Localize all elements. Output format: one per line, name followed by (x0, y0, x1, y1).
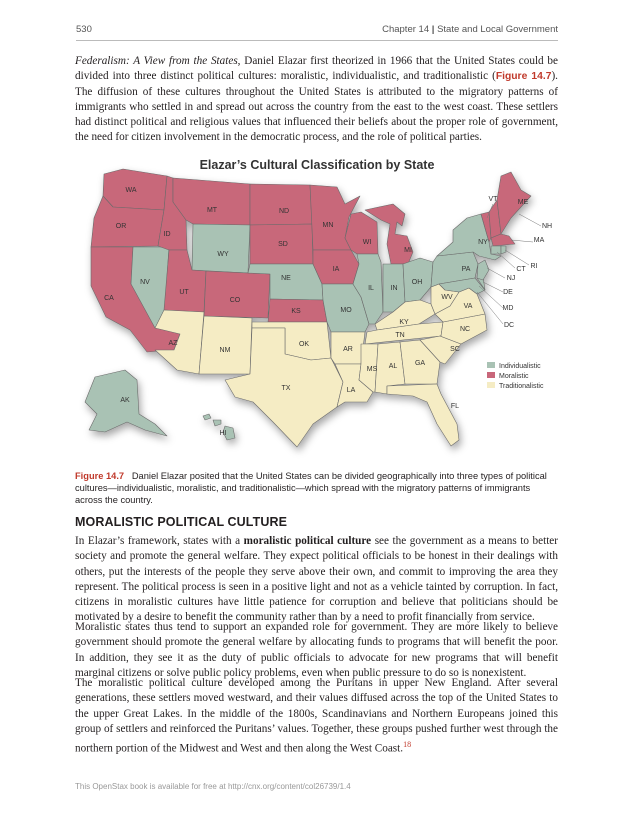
chapter-header: Chapter 14 | State and Local Government (382, 24, 558, 35)
us-map-svg (75, 152, 559, 460)
key-term: moralistic political culture (243, 535, 372, 547)
intro-paragraph (75, 54, 558, 146)
label-in: IN (390, 285, 398, 292)
label-ut: UT (179, 289, 189, 296)
label-al: AL (388, 363, 398, 370)
legend-swatch-individualistic (487, 362, 495, 368)
intro-text-1: , Daniel Elazar first theorized in 1966 that the United States could be divided into three distinct political cultures: moralistic, individualistic, and traditionalistic ( (75, 55, 558, 83)
state-wi (345, 212, 378, 254)
state-mt (173, 178, 250, 225)
label-ks: KS (291, 308, 301, 315)
label-me: ME (517, 199, 529, 206)
label-il: IL (368, 285, 374, 292)
state-nm (199, 316, 252, 374)
caption-label: Figure 14.7 (75, 471, 125, 481)
label-mn: MN (322, 222, 334, 229)
label-sd: SD (278, 241, 288, 248)
state-wy (192, 224, 250, 273)
label-vt: VT (488, 196, 498, 203)
label-ri: RI (530, 263, 538, 270)
map-legend (487, 362, 544, 390)
label-mt: MT (206, 207, 218, 214)
label-ar: AR (343, 346, 353, 353)
label-va: VA (463, 303, 473, 310)
section-heading: MORALISTIC POLITICAL CULTURE (75, 515, 288, 529)
page-number: 530 (76, 24, 92, 35)
p1-text-1: In Elazar’s framework, states with a (75, 535, 244, 547)
label-ia: IA (332, 266, 340, 273)
section-paragraph-3 (75, 676, 558, 757)
figure-map (75, 152, 559, 460)
label-nc: NC (459, 326, 471, 333)
label-fl: FL (450, 403, 460, 410)
label-tx: TX (281, 385, 291, 392)
label-dc: DC (503, 322, 515, 329)
label-wy: WY (217, 251, 229, 258)
caption-text: Daniel Elazar posited that the United States can be divided geographically into three types of political cultures—individualistic, moralistic, and traditionalistic—which spread with the migratory patterns of immigrants across the country. (75, 471, 547, 506)
label-ky: KY (399, 319, 409, 326)
label-az: AZ (168, 340, 178, 347)
label-ny: NY (478, 239, 488, 246)
state-nj (477, 260, 489, 280)
label-ct: CT (516, 266, 526, 273)
label-nj: NJ (506, 275, 516, 282)
intro-text-2: ). The diffusion of these cultures throughout the United States is attributed to the migratory patterns of immigrants who settled in and spread out across the country from the east to the west coast. These settlers had distinct political and religious values that influenced their beliefs about the proper role of government, the need for citizen involvement in the democratic process, and the role of political parties. (75, 70, 558, 144)
label-ok: OK (298, 341, 310, 348)
p1-text-2: see the government as a means to better society and promote the general welfare. They expect political officials to be honest in their dealings with others, put the interests of the people they serve above their own, and commit to improving the area they represent. The political process is seen in a positive light and not as a vehicle tainted by corruption. In fact, citizens in moralistic cultures have little patience for corruption and believe that politicians should be motivated by a desire to benefit the community rather than by a need to profit financially from service. (75, 535, 558, 624)
label-md: MD (502, 305, 514, 312)
label-wi: WI (362, 239, 372, 246)
label-ak: AK (120, 397, 130, 404)
label-mi: MI (404, 247, 412, 254)
page-footer: This OpenStax book is available for free at http://cnx.org/content/col26739/1.4 (75, 782, 351, 791)
label-ms: MS (366, 366, 378, 373)
label-hi: HI (219, 430, 227, 437)
section-paragraph-1 (75, 534, 558, 626)
label-wv: WV (441, 294, 453, 301)
legend-swatch-moralistic (487, 372, 495, 378)
label-ne: NE (281, 275, 291, 282)
p3-text: The moralistic political culture developed among the Puritans in upper New England. After several generations, these settlers moved westward, and their values diffused across the top of the United States to the upper Great Lakes. In the middle of the 1800s, Scandinavians and Northern Europeans joined this group of settlers and reinforced the Puritans’ values. Together, these groups pushed further west through the northern portion of the Midwest and West and then along the West Coast. (75, 677, 558, 755)
legend-label-traditionalistic: Traditionalistic (499, 383, 544, 390)
label-ga: GA (414, 360, 426, 367)
label-la: LA (346, 387, 356, 394)
label-ma: MA (533, 237, 545, 244)
label-id: ID (163, 231, 171, 238)
book-title: Federalism: A View from the States (75, 55, 238, 67)
state-co (204, 271, 270, 318)
state-ct (491, 246, 501, 254)
label-ca: CA (104, 295, 114, 302)
label-co: CO (229, 297, 241, 304)
legend-swatch-traditionalistic (487, 382, 495, 388)
map-title: Elazar’s Cultural Classification by State (199, 158, 435, 172)
label-tn: TN (395, 332, 405, 339)
state-fl (387, 384, 459, 446)
footnote-ref-link[interactable]: 18 (403, 740, 412, 750)
label-oh: OH (411, 279, 423, 286)
label-nm: NM (219, 347, 231, 354)
label-sc: SC (450, 346, 460, 353)
state-nd (250, 184, 312, 225)
label-mo: MO (340, 307, 352, 314)
figure-ref-link[interactable]: Figure 14.7 (495, 71, 552, 83)
legend-label-moralistic: Moralistic (499, 373, 529, 380)
section-paragraph-2: Moralistic states thus tend to support an expanded role for government. They are more likely to believe government should promote the general welfare by allocating funds to programs that will benefit the poor. In addition, they see it as the duty of public officials to advocate for new programs that will benefit marginal citizens or solve public policy problems, even when public pressure to do so is nonexistent. (75, 621, 558, 679)
chapter-number: Chapter 14 (382, 24, 430, 35)
chapter-title: State and Local Government (437, 24, 558, 35)
label-de: DE (503, 289, 513, 296)
legend-label-individualistic: Individualistic (499, 363, 541, 370)
label-or: OR (115, 223, 127, 230)
label-nh: NH (541, 223, 553, 230)
figure-caption (75, 470, 555, 507)
label-wa: WA (125, 187, 137, 194)
label-nd: ND (278, 208, 290, 215)
header-rule (76, 40, 558, 41)
label-pa: PA (461, 266, 471, 273)
label-nv: NV (140, 279, 150, 286)
